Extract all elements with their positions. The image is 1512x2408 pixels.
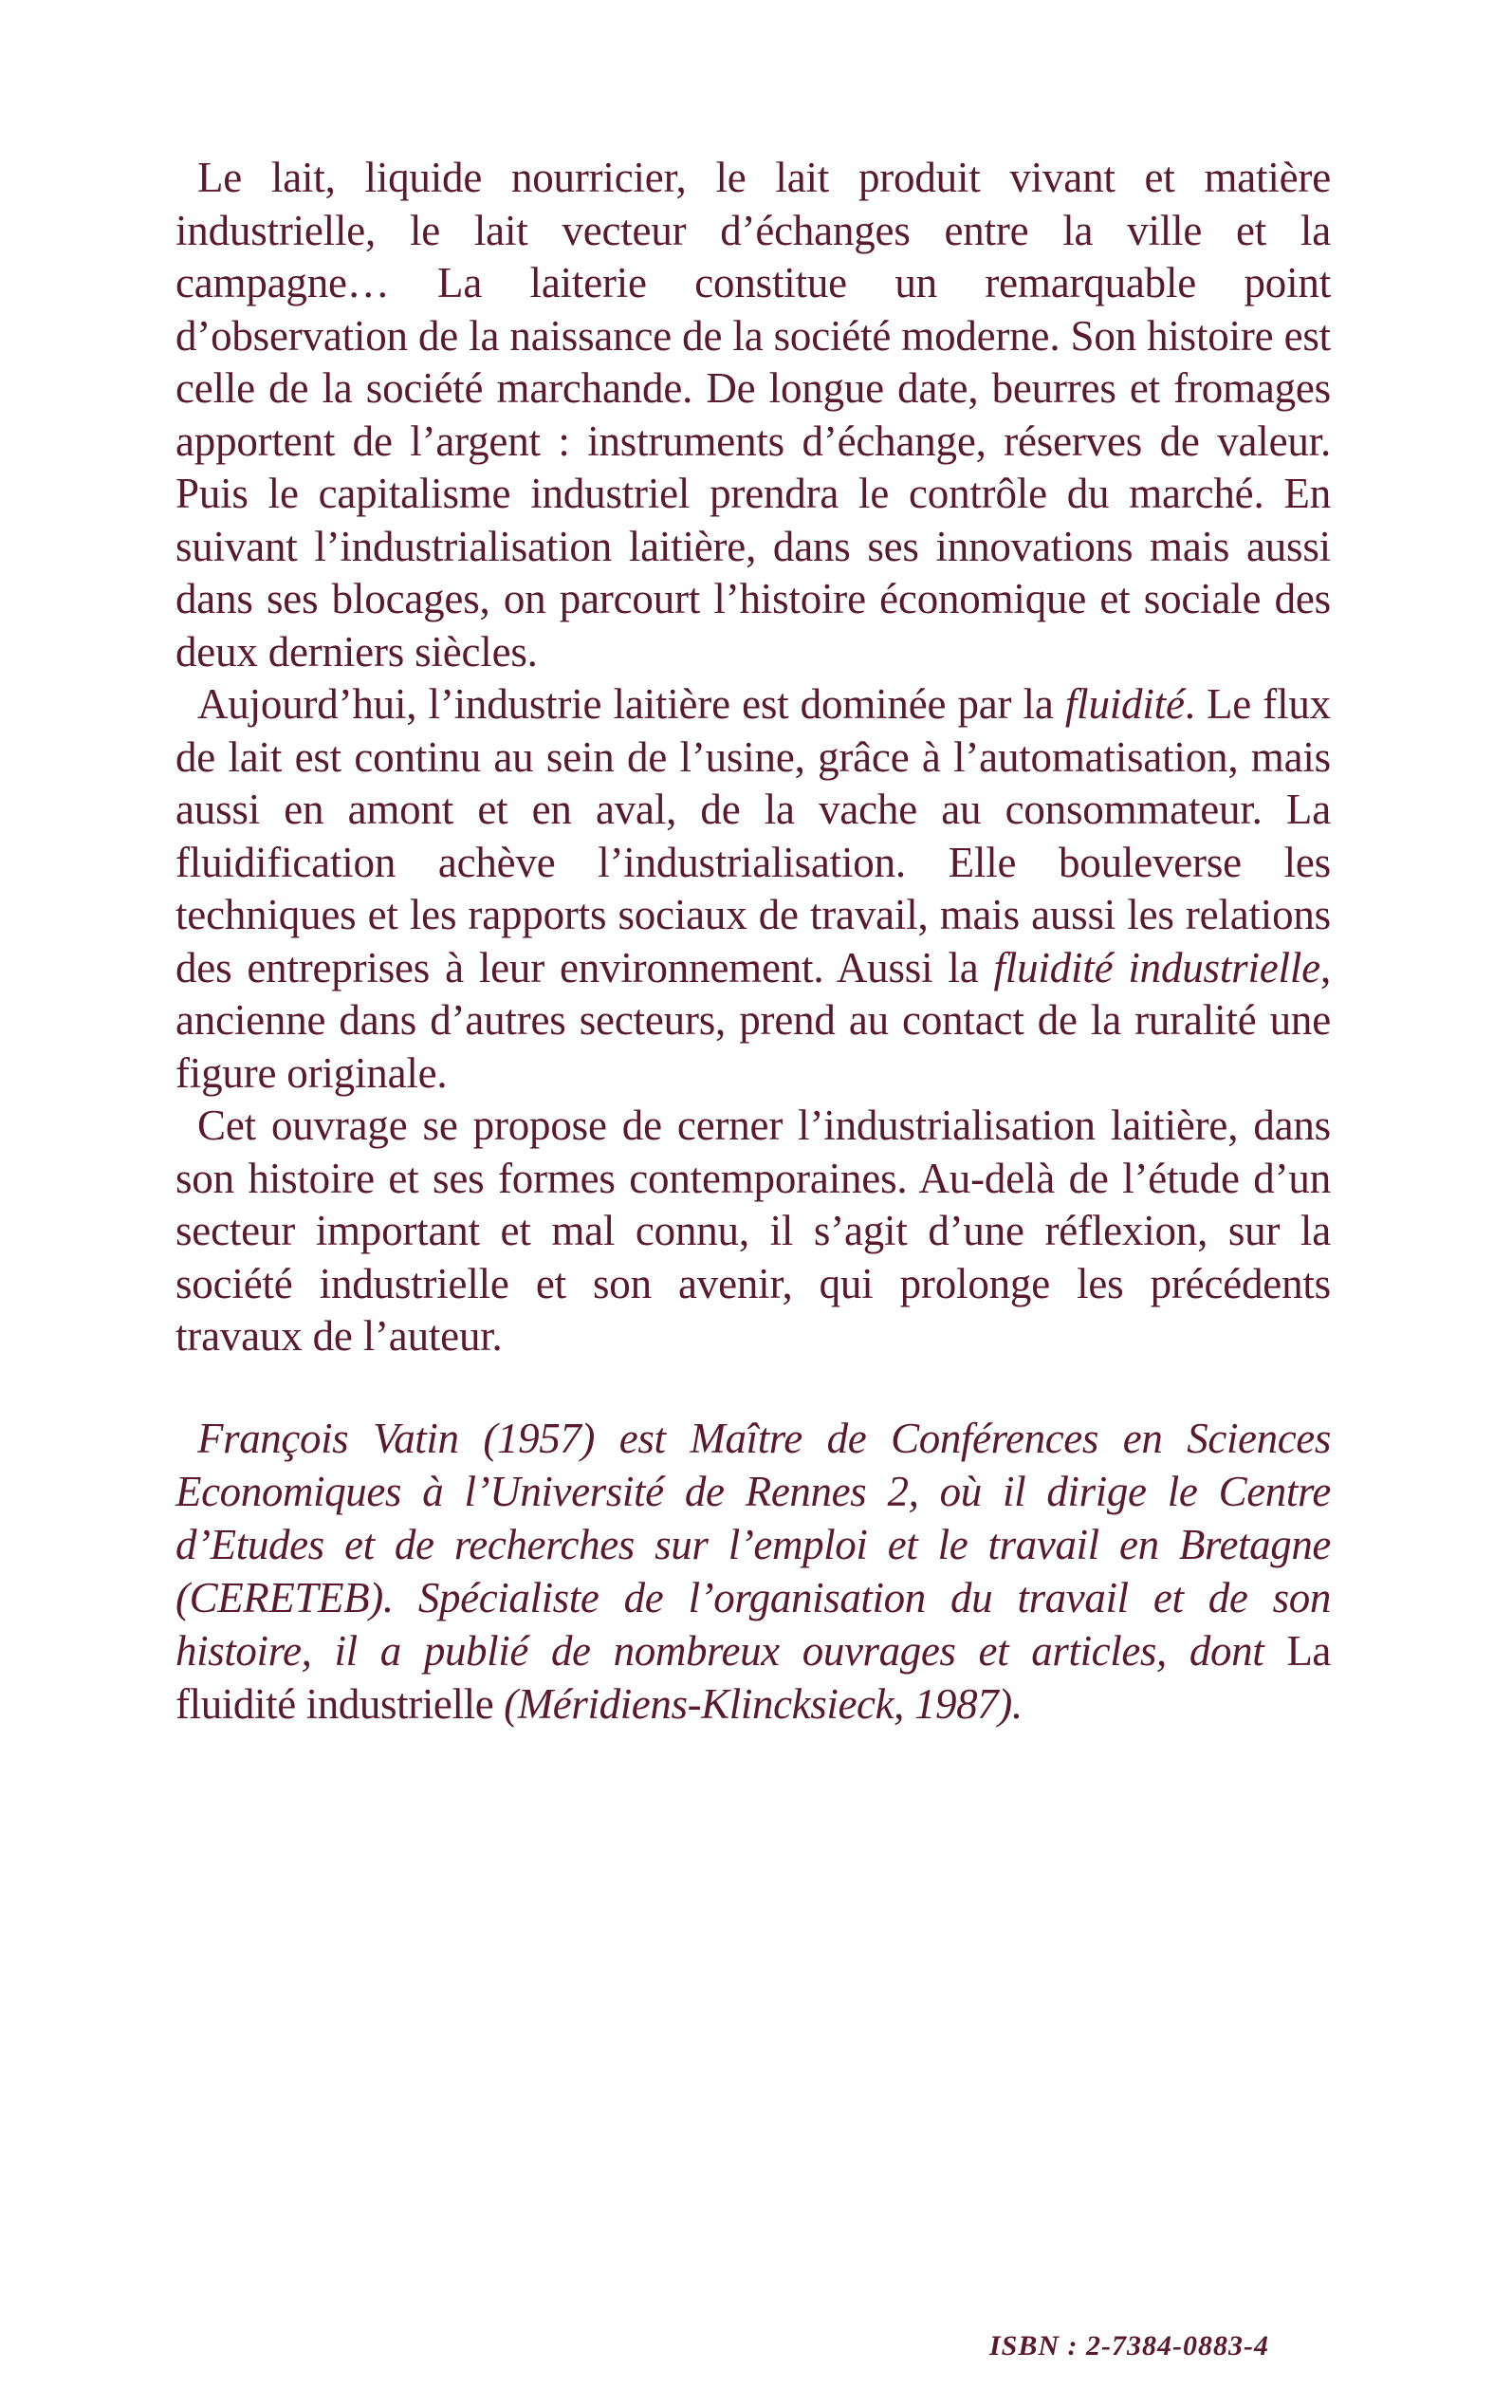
emphasis: fluidité — [1064, 680, 1185, 728]
paragraph-purpose: Cet ouvrage se propose de cerner l’industrialisation laitière, dans son histoire et ses formes contemporaines. Au-delà de l’étude d’un secteur important et mal connu, il s’agit d’une réflexion, sur la société industrielle et son avenir, qui prolonge les précédents travaux de l’auteur. — [175, 1102, 1331, 1360]
text-span: Aujourd’hui, l’industrie laitière est dominée par la — [197, 680, 1065, 728]
back-cover-text — [175, 152, 1331, 1363]
publisher-info: (Méridiens-Klincksieck, 1987). — [493, 1680, 1023, 1728]
emphasis: fluidité industrielle — [993, 943, 1320, 991]
text-span: . Le flux de lait est continu au sein de l’usine, grâce à l’automatisation, mais aussi en amont et en aval, de la vache au consommateur. La fluidification achève l’industrialisation. Elle bouleverse les techniques et les rapports sociaux de travail, mais aussi les relations des entreprises à leur environnement. Aussi la — [175, 680, 1331, 991]
paragraph-fluidity — [175, 678, 1331, 1100]
isbn: ISBN : 2-7384-0883-4 — [989, 2330, 1269, 2362]
paragraph-intro: Le lait, liquide nourricier, le lait produit vivant et matière industrielle, le lait vecteur d’échanges entre la ville et la campagne… La laiterie constitue un remarquable point d’observation de la naissance de la société moderne. Son histoire est celle de la société marchande. De longue date, beurres et fromages apportent de l’argent : instruments d’échange, réserves de valeur. Puis le capitalisme industriel prendra le contrôle du marché. En suivant l’industrialisation laitière, dans ses innovations mais aussi dans ses blocages, on parcourt l’histoire économique et sociale des deux derniers siècles. — [175, 154, 1331, 676]
book-title: La fluidité industrielle — [175, 1627, 1331, 1728]
author-bio — [175, 1412, 1331, 1731]
bio-text: François Vatin (1957) est Maître de Conférences en Sciences Economiques à l’Université de Rennes 2, où il dirige le Centre d’Etudes et de recherches sur l’emploi et le travail en Bretagne (CERETEB). Spécialiste de l’organisation du travail et de son histoire, il a publié de nombreux ouvrages et articles, dont — [175, 1415, 1331, 1675]
text-span: , ancienne dans d’autres secteurs, prend au contact de la ruralité une figure originale. — [175, 943, 1331, 1097]
